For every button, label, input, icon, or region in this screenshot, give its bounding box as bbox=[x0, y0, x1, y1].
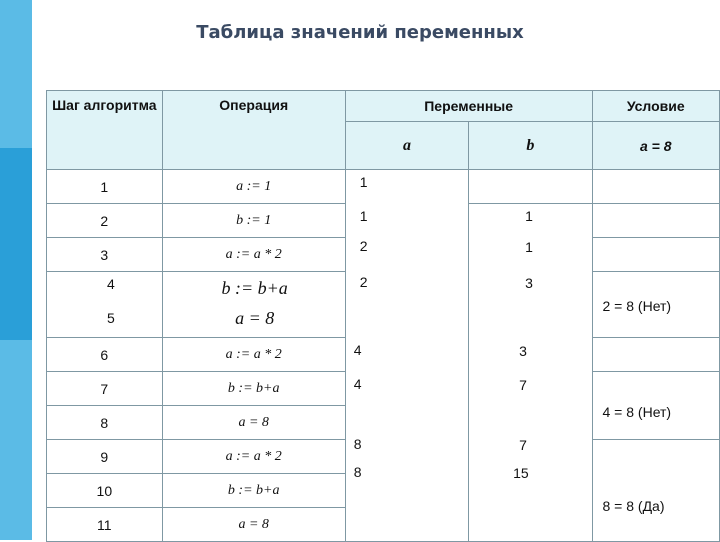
b-value: 3 bbox=[525, 275, 533, 291]
step-cell: 1 bbox=[47, 170, 163, 204]
condition-cell bbox=[592, 440, 720, 542]
operation-label: a = 8 bbox=[235, 308, 275, 328]
operation-cell: a = 8 bbox=[162, 508, 345, 542]
condition-result: 2 = 8 (Нет) bbox=[602, 298, 672, 314]
header-step: Шаг алгоритма bbox=[47, 91, 163, 170]
a-value: 2 bbox=[359, 274, 368, 290]
a-value: 1 bbox=[359, 208, 368, 224]
b-value: 1 bbox=[525, 239, 533, 255]
side-bar-middle bbox=[0, 148, 32, 340]
operation-cell: a := a * 2 bbox=[162, 440, 345, 474]
b-value: 7 bbox=[519, 437, 527, 453]
operation-cell: a := a * 2 bbox=[162, 338, 345, 372]
condition-cell bbox=[592, 272, 720, 338]
step-cell-pair bbox=[47, 272, 163, 338]
condition-cell bbox=[592, 238, 720, 272]
b-value-cell bbox=[469, 170, 592, 204]
a-value: 8 bbox=[353, 436, 362, 452]
operation-cell: b := 1 bbox=[162, 204, 345, 238]
operation-cell: a := 1 bbox=[162, 170, 345, 204]
b-values-column bbox=[469, 204, 592, 542]
operation-cell: a := a * 2 bbox=[162, 238, 345, 272]
step-label: 4 bbox=[107, 276, 115, 292]
condition-result: 4 = 8 (Нет) bbox=[602, 404, 672, 420]
page-title: Таблица значений переменных bbox=[196, 22, 524, 43]
table-row bbox=[47, 170, 720, 204]
step-cell: 2 bbox=[47, 204, 163, 238]
condition-cell bbox=[592, 338, 720, 372]
step-cell: 7 bbox=[47, 372, 163, 406]
a-value: 4 bbox=[353, 376, 362, 392]
header-variables: Переменные bbox=[345, 91, 592, 122]
operation-cell: b := b+a bbox=[162, 372, 345, 406]
header-operation: Операция bbox=[162, 91, 345, 170]
b-value: 15 bbox=[513, 465, 529, 481]
side-bar-bottom bbox=[0, 340, 32, 540]
condition-cell bbox=[592, 204, 720, 238]
variables-table bbox=[46, 90, 720, 542]
condition-cell bbox=[592, 170, 720, 204]
a-value: 4 bbox=[353, 342, 362, 358]
header-var-b: b bbox=[469, 122, 592, 170]
b-value: 3 bbox=[519, 343, 527, 359]
step-cell: 11 bbox=[47, 508, 163, 542]
step-cell: 3 bbox=[47, 238, 163, 272]
b-value: 7 bbox=[519, 377, 527, 393]
header-cond-expr: a = 8 bbox=[592, 122, 720, 170]
condition-cell bbox=[592, 372, 720, 440]
condition-result: 8 = 8 (Да) bbox=[602, 498, 665, 514]
b-value: 1 bbox=[525, 208, 533, 224]
header-condition: Условие bbox=[592, 91, 720, 122]
step-cell: 8 bbox=[47, 406, 163, 440]
step-cell: 6 bbox=[47, 338, 163, 372]
operation-cell-pair bbox=[162, 272, 345, 338]
a-values-column bbox=[345, 170, 468, 542]
step-cell: 9 bbox=[47, 440, 163, 474]
header-var-a: a bbox=[345, 122, 468, 170]
step-cell: 10 bbox=[47, 474, 163, 508]
operation-label: b := b+a bbox=[221, 278, 288, 298]
operation-cell: b := b+a bbox=[162, 474, 345, 508]
a-value: 2 bbox=[359, 238, 368, 254]
step-label: 5 bbox=[107, 310, 115, 326]
a-value: 1 bbox=[359, 174, 368, 190]
a-value: 8 bbox=[353, 464, 362, 480]
operation-cell: a = 8 bbox=[162, 406, 345, 440]
